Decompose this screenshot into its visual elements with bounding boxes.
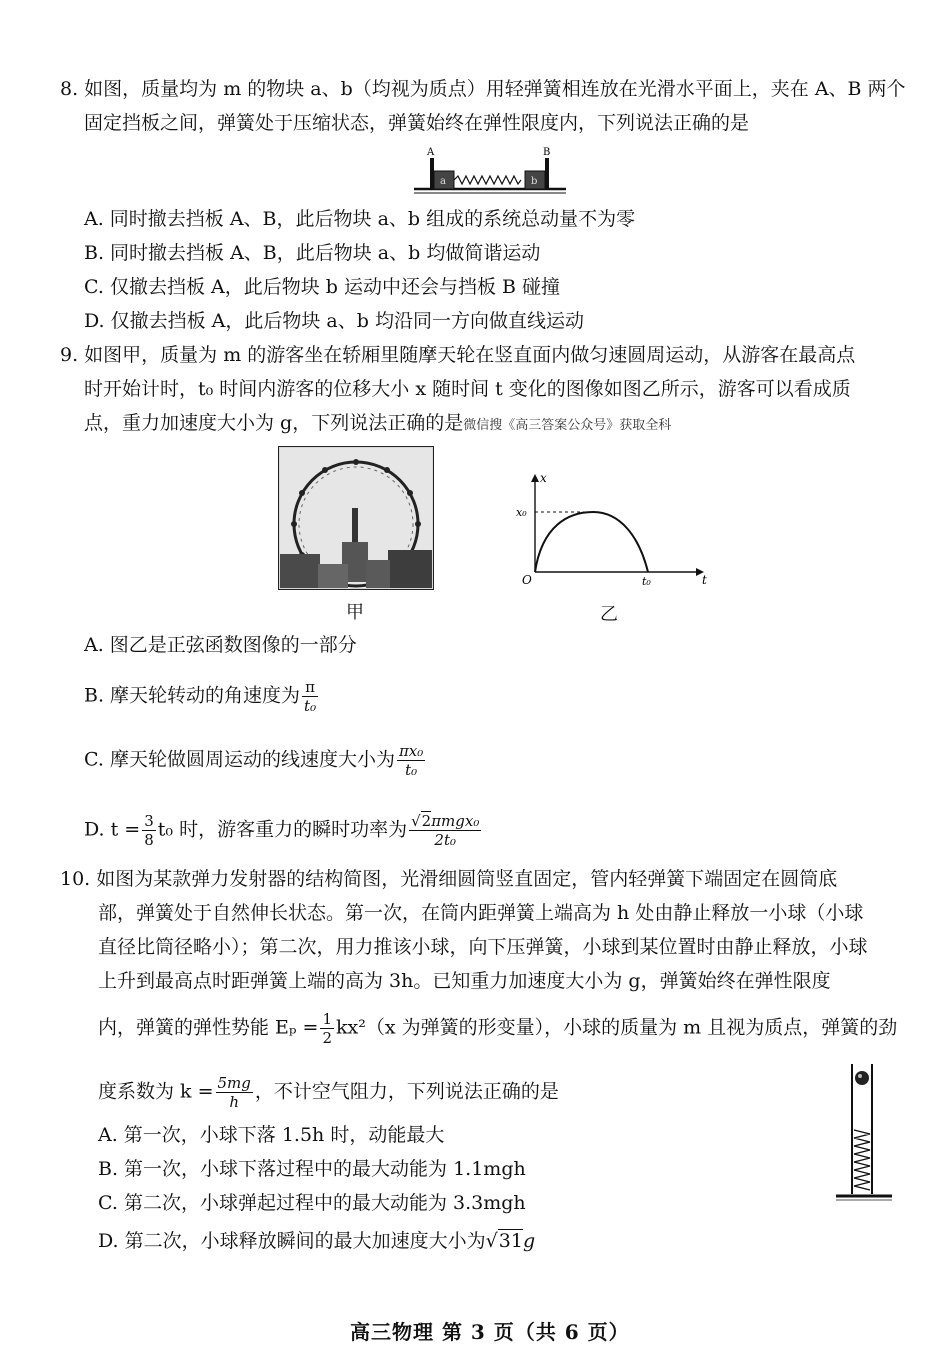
block-a-label: a [440,176,446,187]
x-t-graph [508,466,708,590]
q10-option-b: B. 第一次，小球下落过程中的最大动能为 1.1mgh [98,1158,526,1180]
graph-y-tick: x₀ [516,506,527,519]
q8-option-a: A. 同时撤去挡板 A、B，此后物块 a、b 组成的系统总动量不为零 [84,208,636,230]
page-footer: 高三物理 第 3 页（共 6 页） [350,1320,630,1344]
q9-option-d-pre: D. t = [84,818,141,841]
sqrt-sign: √ [485,1230,498,1252]
q10-stem-line5 [98,1010,897,1047]
q9-option-b-fraction [302,678,318,715]
watermark-note: 微信搜《高三答案公众号》获取全科 [463,418,672,433]
frac-num: π [302,678,318,697]
line5-post: kx²（x 为弹簧的形变量），小球的质量为 m 且视为质点，弹簧的劲 [336,1016,898,1039]
line6-post: ，不计空气阻力，下列说法正确的是 [254,1080,559,1103]
q9-option-d-fraction1 [142,812,156,849]
frac-num: 1 [322,1010,333,1028]
q9-stem-line3 [84,410,671,439]
spring-launcher-figure [832,1060,896,1210]
q9-option-c-text: C. 摩天轮做圆周运动的线速度大小为 [84,748,395,771]
q9-option-d [84,812,483,849]
plate-label-a: A [427,147,435,158]
q10-option-c: C. 第二次，小球弹起过程中的最大动能为 3.3mgh [98,1192,526,1214]
frac-den: h [229,1093,240,1111]
q9-option-c-fraction [397,742,425,779]
frac-den: 2 [322,1029,333,1047]
frac-num: πx₀ [398,742,424,760]
frac-num: 5mg [217,1074,251,1092]
frac-den: t₀ [304,697,317,715]
q10-option-d-unit: g [522,1230,536,1252]
block-b-label: b [531,176,538,187]
frac-den: t₀ [405,761,418,779]
frac-den: 2t₀ [434,831,457,849]
q9-stem-line2: 时开始计时，t₀ 时间内游客的位移大小 x 随时间 t 变化的图像如图乙所示，游客可以看成质 [84,378,851,400]
frac-num-rest: πmgx₀ [431,812,480,830]
q8-option-c: C. 仅撤去挡板 A，此后物块 b 运动中还会与挡板 B 碰撞 [84,276,560,298]
q9-option-b [84,678,320,715]
caption-yi: 乙 [600,604,618,625]
q8-figure [410,143,570,199]
frac-num: 3 [144,812,154,830]
sqrt-sign: √ [411,812,421,830]
k-fraction [216,1074,253,1111]
q8-stem-line2: 固定挡板之间，弹簧处于压缩状态，弹簧始终在弹性限度内，下列说法正确的是 [84,112,750,134]
line5-pre: 内，弹簧的弹性势能 Eₚ = [98,1016,319,1039]
sqrt-radicand: 2 [421,812,432,830]
ferris-wheel-photo [278,446,434,590]
caption-jia: 甲 [346,602,364,623]
line6-pre: 度系数为 k = [98,1080,214,1103]
q8-option-d: D. 仅撤去挡板 A，此后物块 a、b 均沿同一方向做直线运动 [84,310,584,332]
half-fraction [320,1010,334,1047]
q9-option-a: A. 图乙是正弦函数图像的一部分 [84,634,357,656]
q10-stem-line3: 直径比筒径略小）；第二次，用力推该小球，向下压弹簧，小球到某位置时由静止释放，小球 [98,936,868,958]
q10-stem-line1: 10. 如图为某款弹力发射器的结构简图，光滑细圆筒竖直固定，管内轻弹簧下端固定在圆筒底 [60,868,838,890]
graph-x-label: t [702,573,707,587]
plate-b-shape [545,158,549,189]
q8-option-b: B. 同时撤去挡板 A、B，此后物块 a、b 均做简谐运动 [84,242,541,264]
frac-num [409,812,481,831]
q9-option-d-mid: t₀ 时，游客重力的瞬时功率为 [157,818,408,841]
q10-stem-line4: 上升到最高点时距弹簧上端的高为 3h。已知重力加速度大小为 g，弹簧始终在弹性限度 [98,970,831,992]
q10-stem-line2: 部，弹簧处于自然伸长状态。第一次，在筒内距弹簧上端高为 h 处由静止释放一小球（小球 [98,902,864,924]
tube-spring-shape [854,1130,870,1190]
q9-option-b-text: B. 摩天轮转动的角速度为 [84,684,301,707]
q8-stem-line1: 8. 如图，质量均为 m 的物块 a、b（均视为质点）用轻弹簧相连放在光滑水平面上，夹在 A、B 两个 [60,78,906,100]
q9-option-c [84,742,427,779]
plate-a-shape [430,158,434,189]
x-t-curve [535,512,648,572]
graph-origin-label: O [522,573,532,587]
q10-option-d [98,1228,535,1254]
sqrt-radicand: 31 [498,1230,523,1252]
q9-stem-line1: 9. 如图甲，质量为 m 的游客坐在轿厢里随摩天轮在竖直面内做匀速圆周运动，从游客在最高点 [60,344,856,366]
ball-shape [855,1071,869,1085]
q10-option-d-text: D. 第二次，小球释放瞬间的最大加速度大小为 [98,1230,486,1252]
q9-stem-line3-text: 点，重力加速度大小为 g，下列说法正确的是 [84,412,464,434]
spring-shape [454,176,521,184]
frac-den: 8 [144,831,154,849]
graph-y-label: x [540,471,547,485]
q10-option-a: A. 第一次，小球下落 1.5h 时，动能最大 [98,1124,445,1146]
q9-option-d-fraction2 [409,812,481,849]
q10-stem-line6 [98,1074,559,1111]
graph-x-tick: t₀ [642,575,651,588]
plate-label-b: B [543,147,551,158]
